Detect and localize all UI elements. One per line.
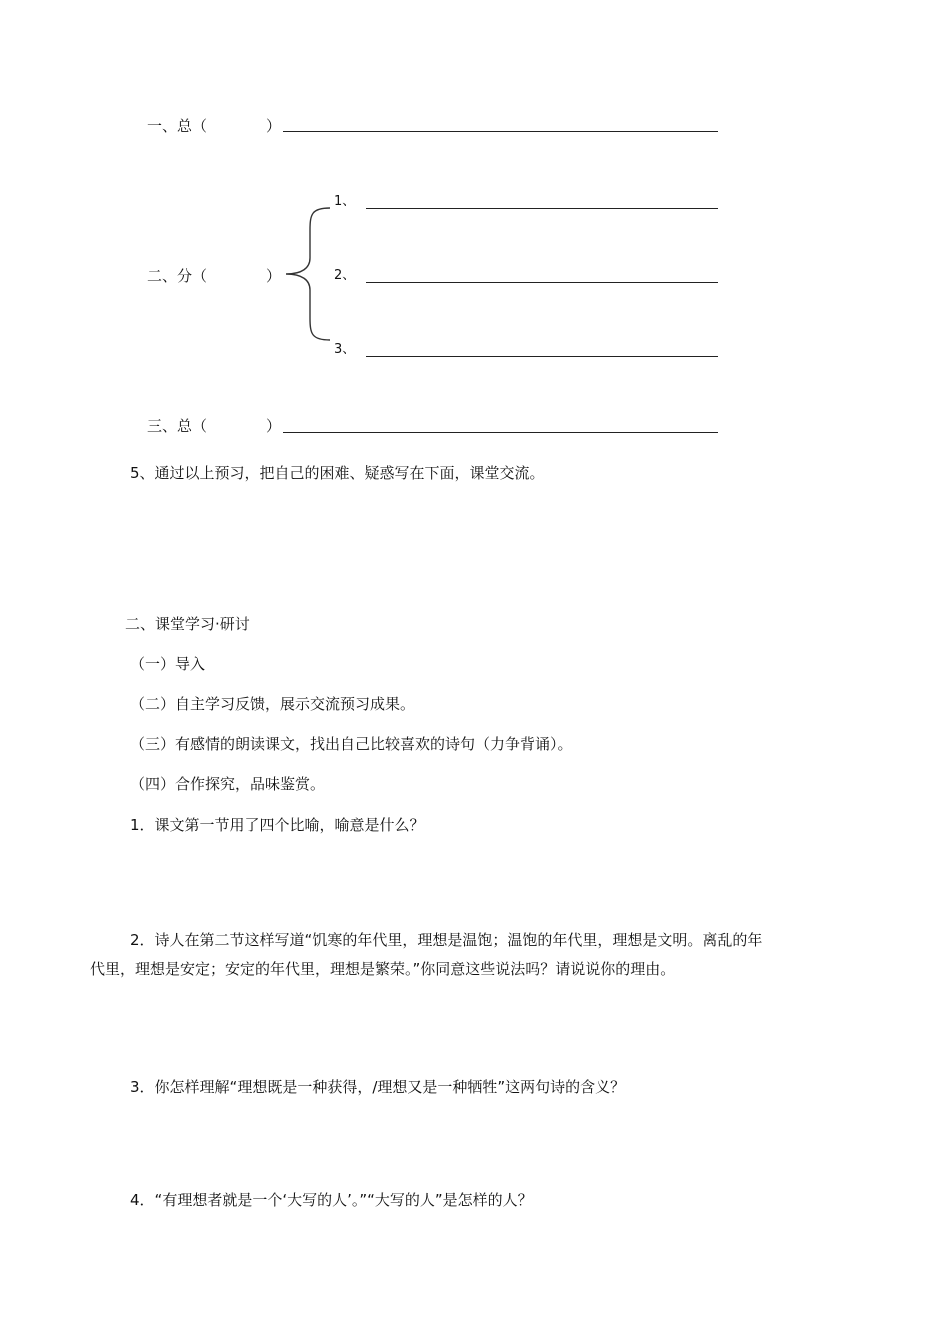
step-1: （一）导入 xyxy=(130,655,206,673)
outline-row3-close: ） xyxy=(266,417,282,435)
step-3: （三）有感情的朗读课文，找出自己比较喜欢的诗句（力争背诵）。 xyxy=(130,735,573,753)
step-4: （四）合作探究，品味鉴赏。 xyxy=(130,775,326,793)
outline-row3-label: 三、总（ xyxy=(147,417,208,435)
outline-row1-label: 一、总（ xyxy=(147,117,208,135)
answer-line-branch1[interactable] xyxy=(366,208,718,209)
answer-line-row1[interactable] xyxy=(283,131,718,132)
branch-label-2: 2、 xyxy=(334,268,356,283)
step-2: （二）自主学习反馈，展示交流预习成果。 xyxy=(130,695,416,713)
outline-row1-close: ） xyxy=(266,117,282,135)
question-1: 1．课文第一节用了四个比喻，喻意是什么？ xyxy=(130,816,425,834)
section-title: 二、课堂学习·研讨 xyxy=(125,615,250,633)
question-4: 4．“有理想者就是一个‘大写的人’。”“大写的人”是怎样的人？ xyxy=(130,1191,533,1209)
outline-row2-label: 二、分（ xyxy=(147,267,208,285)
outline-row2-close: ） xyxy=(266,267,282,285)
branch-label-3: 3、 xyxy=(334,342,356,357)
question-5: 5、通过以上预习，把自己的困难、疑惑写在下面，课堂交流。 xyxy=(130,464,545,482)
answer-line-row3[interactable] xyxy=(283,432,718,433)
brace-icon xyxy=(282,200,332,350)
question-2-line1: 2．诗人在第二节这样写道“饥寒的年代里，理想是温饱；温饱的年代里，理想是文明。离乱的年 xyxy=(130,931,763,949)
answer-line-branch3[interactable] xyxy=(366,356,718,357)
question-2-line2: 代里，理想是安定；安定的年代里，理想是繁荣。”你同意这些说法吗？请说说你的理由。 xyxy=(90,960,676,978)
answer-line-branch2[interactable] xyxy=(366,282,718,283)
question-3: 3．你怎样理解“理想既是一种获得，/理想又是一种牺牲”这两句诗的含义？ xyxy=(130,1078,626,1096)
branch-label-1: 1、 xyxy=(334,194,356,209)
